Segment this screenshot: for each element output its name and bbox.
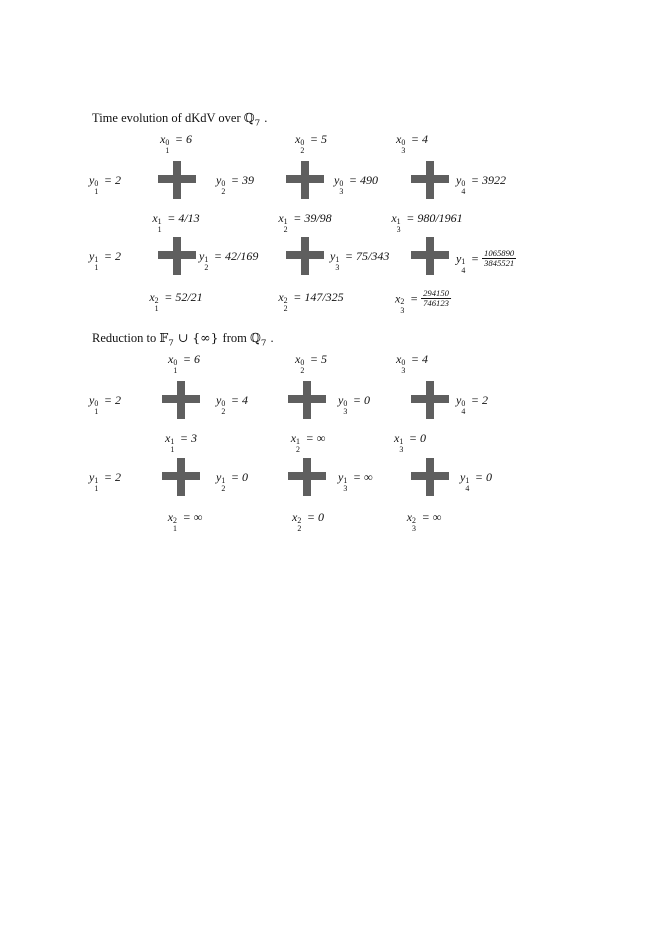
cross-vertical-bar xyxy=(303,381,311,419)
label-x-1-1: x 1 1 = 4/13 xyxy=(152,211,200,235)
lattice-cross xyxy=(411,161,449,199)
label-y-2-0: y 0 2 = 39 xyxy=(216,173,255,197)
label-y-2-1: y 1 2 = 42/169 xyxy=(199,249,259,273)
label-x-2-2: x 2 2 = 147/325 xyxy=(278,290,344,314)
label-x-3-1: x 1 3 = 980/1961 xyxy=(391,211,463,235)
lattice-cross xyxy=(158,161,196,199)
label-r-y-1-0: y 0 1 = 2 xyxy=(89,393,122,417)
label-r-y-4-0: y 0 4 = 2 xyxy=(456,393,489,417)
cross-vertical-bar xyxy=(426,381,434,419)
lattice-cross xyxy=(288,458,326,496)
lattice-cross xyxy=(411,381,449,419)
label-x-2-0: x 0 2 = 5 xyxy=(294,132,328,156)
label-r-x-1-2: x 2 1 = ∞ xyxy=(167,510,203,534)
caption-2-field2: ℚ$_7$ xyxy=(249,330,267,349)
label-x-1-2: x 2 1 = 52/21 xyxy=(149,290,203,314)
cross-vertical-bar xyxy=(177,458,185,496)
label-y-1-1: y 1 1 = 2 xyxy=(89,249,122,273)
label-r-y-3-0: y 0 3 = 0 xyxy=(338,393,371,417)
label-r-y-2-0: y 0 2 = 4 xyxy=(216,393,249,417)
label-y-3-0: y 0 3 = 490 xyxy=(334,173,379,197)
lattice-cross xyxy=(158,237,196,275)
lattice-cross xyxy=(286,237,324,275)
cross-vertical-bar xyxy=(173,237,181,275)
caption-2-mid: from xyxy=(222,331,247,345)
cross-vertical-bar xyxy=(303,458,311,496)
lattice-cross xyxy=(162,381,200,419)
label-y-4-1: y 1 4 = $\frac{1065890}{3845521}$ xyxy=(456,248,515,275)
label-y-1-0: y 0 1 = 2 xyxy=(89,173,122,197)
label-r-x-3-0: x 0 3 = 4 xyxy=(395,352,429,376)
lattice-cross xyxy=(162,458,200,496)
cross-vertical-bar xyxy=(177,381,185,419)
label-r-x-1-0: x 0 1 = 6 xyxy=(167,352,201,376)
cross-vertical-bar xyxy=(426,458,434,496)
label-r-x-1-1: x 1 1 = 3 xyxy=(164,431,198,455)
label-r-x-2-2: x 2 2 = 0 xyxy=(291,510,325,534)
label-y-4-0: y 0 4 = 3922 xyxy=(456,173,507,197)
label-r-y-4-1: y 1 4 = 0 xyxy=(460,470,493,494)
lattice-cross xyxy=(286,161,324,199)
lattice-cross xyxy=(411,458,449,496)
label-r-y-1-1: y 1 1 = 2 xyxy=(89,470,122,494)
lattice-cross xyxy=(288,381,326,419)
caption-2-field: 𝔽$_7$ ∪ {∞} xyxy=(159,330,219,349)
cross-vertical-bar xyxy=(173,161,181,199)
label-r-x-3-1: x 1 3 = 0 xyxy=(393,431,427,455)
label-r-y-3-1: y 1 3 = ∞ xyxy=(338,470,373,494)
cross-vertical-bar xyxy=(301,237,309,275)
fraction-x-3-2: $\frac{294150}{746123}$ xyxy=(423,288,449,309)
label-y-3-1: y 1 3 = 75/343 xyxy=(330,249,390,273)
label-r-y-2-1: y 1 2 = 0 xyxy=(216,470,249,494)
caption-2-prefix: Reduction to xyxy=(92,331,157,345)
label-r-x-3-2: x 2 3 = ∞ xyxy=(406,510,442,534)
label-r-x-2-1: x 1 2 = ∞ xyxy=(290,431,326,455)
caption-1-suffix: . xyxy=(264,111,268,125)
label-x-2-1: x 1 2 = 39/98 xyxy=(278,211,332,235)
cross-vertical-bar xyxy=(301,161,309,199)
label-x-3-2: x 2 3 = $\frac{294150}{746123}$ xyxy=(395,288,449,315)
cross-vertical-bar xyxy=(426,237,434,275)
fraction-y-4-1: $\frac{1065890}{3845521}$ xyxy=(484,248,515,269)
caption-1-field: ℚ$_7$ xyxy=(243,110,261,129)
caption-2-suffix: . xyxy=(270,331,274,345)
label-r-x-2-0: x 0 2 = 5 xyxy=(294,352,328,376)
label-x-3-0: x 0 3 = 4 xyxy=(395,132,429,156)
caption-1-prefix: Time evolution of dKdV over xyxy=(92,111,241,125)
section-2-caption xyxy=(92,330,274,349)
label-x-1-0: x 0 1 = 6 xyxy=(159,132,193,156)
lattice-cross xyxy=(411,237,449,275)
section-1-caption xyxy=(92,110,267,129)
cross-vertical-bar xyxy=(426,161,434,199)
